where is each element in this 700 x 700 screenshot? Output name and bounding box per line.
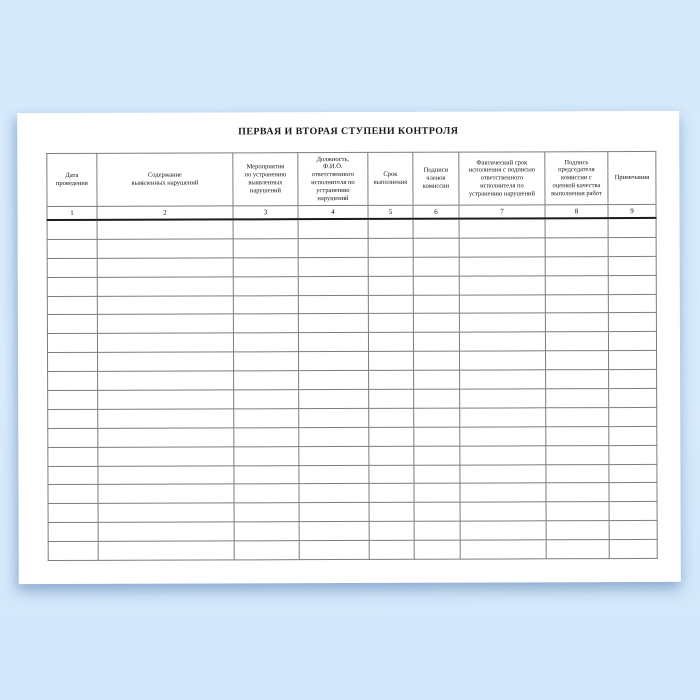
empty-cell — [97, 314, 233, 333]
empty-cell — [460, 389, 546, 408]
empty-cell — [609, 540, 657, 559]
empty-cell — [609, 464, 657, 483]
empty-cell — [413, 332, 459, 351]
table-body — [47, 218, 657, 561]
empty-cell — [545, 218, 608, 238]
empty-data-row — [47, 237, 656, 258]
empty-cell — [546, 521, 609, 540]
empty-cell — [97, 333, 233, 352]
empty-cell — [98, 484, 234, 503]
empty-data-row — [47, 313, 656, 334]
empty-cell — [414, 370, 460, 389]
empty-cell — [608, 332, 656, 351]
col-header-actual-deadline: Фактический срок исполнения с подписью ответственного исполнителя по устранению нарушений — [459, 152, 545, 205]
empty-cell — [608, 237, 656, 256]
empty-cell — [545, 332, 608, 351]
empty-cell — [414, 389, 460, 408]
col-header-elimination-measures: Мероприятия по устранению выявленных нарушений — [233, 153, 298, 206]
empty-cell — [413, 314, 459, 333]
empty-cell — [299, 541, 369, 560]
empty-cell — [413, 219, 459, 239]
col-header-notes: Примечания — [608, 151, 656, 204]
empty-cell — [369, 540, 414, 559]
empty-cell — [546, 370, 609, 389]
empty-cell — [299, 371, 369, 390]
empty-cell — [369, 352, 414, 371]
empty-cell — [98, 541, 234, 560]
empty-cell — [48, 485, 98, 504]
column-number: 5 — [368, 205, 413, 219]
empty-cell — [233, 314, 298, 333]
empty-cell — [368, 295, 413, 314]
empty-cell — [460, 540, 546, 559]
column-number: 1 — [47, 206, 97, 220]
empty-cell — [98, 503, 234, 522]
empty-cell — [234, 409, 299, 428]
column-number: 6 — [413, 205, 459, 219]
empty-cell — [414, 351, 460, 370]
table-header-row — [47, 151, 656, 206]
empty-cell — [459, 332, 545, 351]
empty-cell — [546, 464, 609, 483]
empty-cell — [299, 522, 369, 541]
column-number: 9 — [608, 204, 656, 218]
empty-cell — [98, 371, 234, 390]
empty-cell — [608, 313, 656, 332]
empty-cell — [546, 483, 609, 502]
empty-cell — [609, 502, 657, 521]
empty-cell — [299, 465, 369, 484]
empty-cell — [369, 370, 414, 389]
empty-cell — [298, 314, 368, 333]
empty-cell — [48, 466, 98, 485]
empty-data-row — [47, 256, 656, 277]
document-page — [17, 111, 681, 584]
empty-cell — [546, 408, 609, 427]
empty-cell — [460, 446, 546, 465]
empty-cell — [234, 371, 299, 390]
empty-cell — [413, 238, 459, 257]
empty-cell — [609, 370, 657, 389]
empty-cell — [459, 313, 545, 332]
empty-cell — [414, 427, 460, 446]
empty-cell — [97, 295, 233, 314]
empty-cell — [233, 257, 298, 276]
empty-cell — [608, 256, 656, 275]
empty-data-row — [48, 351, 657, 372]
column-number: 4 — [298, 205, 368, 219]
empty-cell — [545, 275, 608, 294]
empty-cell — [460, 351, 546, 370]
col-header-violations-content: Содержание выявленных нарушений — [97, 153, 233, 206]
empty-cell — [97, 258, 233, 277]
empty-cell — [460, 408, 546, 427]
empty-data-row — [47, 294, 656, 315]
empty-cell — [233, 219, 298, 239]
empty-cell — [369, 389, 414, 408]
empty-cell — [299, 408, 369, 427]
column-number: 2 — [97, 206, 233, 220]
empty-cell — [369, 427, 414, 446]
empty-cell — [234, 484, 299, 503]
empty-cell — [298, 257, 368, 276]
empty-cell — [413, 257, 459, 276]
empty-cell — [299, 446, 369, 465]
empty-cell — [48, 428, 98, 447]
empty-cell — [48, 372, 98, 391]
empty-cell — [460, 464, 546, 483]
control-table — [46, 151, 657, 561]
empty-data-row — [48, 464, 657, 485]
empty-cell — [545, 294, 608, 313]
empty-cell — [608, 275, 656, 294]
empty-cell — [48, 542, 98, 561]
column-number: 7 — [459, 205, 545, 219]
empty-cell — [609, 407, 657, 426]
empty-cell — [47, 258, 97, 277]
empty-data-row — [47, 218, 656, 240]
empty-cell — [48, 390, 98, 409]
empty-cell — [48, 523, 98, 542]
empty-cell — [460, 370, 546, 389]
empty-cell — [414, 540, 460, 559]
empty-cell — [47, 334, 97, 353]
empty-data-row — [47, 275, 656, 296]
column-number: 3 — [233, 206, 298, 220]
empty-cell — [368, 219, 413, 239]
empty-cell — [369, 484, 414, 503]
empty-data-row — [48, 540, 657, 561]
empty-data-row — [48, 502, 657, 523]
empty-cell — [97, 277, 233, 296]
empty-cell — [414, 484, 460, 503]
empty-cell — [234, 503, 299, 522]
empty-cell — [47, 220, 97, 240]
col-header-commission-signatures: Подписи членов комиссии — [413, 152, 459, 205]
empty-cell — [546, 502, 609, 521]
empty-data-row — [48, 521, 657, 542]
empty-cell — [48, 409, 98, 428]
empty-cell — [546, 426, 609, 445]
empty-cell — [609, 445, 657, 464]
empty-cell — [98, 390, 234, 409]
empty-cell — [298, 219, 368, 239]
empty-data-row — [48, 426, 657, 447]
empty-cell — [545, 256, 608, 275]
empty-cell — [234, 465, 299, 484]
empty-cell — [368, 257, 413, 276]
empty-cell — [98, 522, 234, 541]
empty-cell — [48, 353, 98, 372]
empty-cell — [47, 277, 97, 296]
empty-cell — [459, 294, 545, 313]
empty-cell — [298, 238, 368, 257]
empty-data-row — [48, 370, 657, 391]
page-title: ПЕРВАЯ И ВТОРАЯ СТУПЕНИ КОНТРОЛЯ — [238, 125, 459, 138]
empty-cell — [368, 238, 413, 257]
empty-cell — [234, 446, 299, 465]
empty-cell — [369, 446, 414, 465]
column-number: 8 — [545, 205, 608, 219]
empty-cell — [413, 276, 459, 295]
empty-cell — [299, 427, 369, 446]
empty-cell — [414, 446, 460, 465]
empty-cell — [47, 296, 97, 315]
empty-data-row — [48, 407, 657, 428]
empty-cell — [298, 333, 368, 352]
empty-cell — [609, 521, 657, 540]
empty-cell — [369, 408, 414, 427]
empty-cell — [48, 504, 98, 523]
empty-data-row — [48, 388, 657, 409]
empty-cell — [233, 276, 298, 295]
empty-cell — [369, 503, 414, 522]
empty-cell — [234, 427, 299, 446]
empty-cell — [460, 521, 546, 540]
empty-cell — [459, 275, 545, 294]
empty-cell — [368, 276, 413, 295]
empty-cell — [233, 333, 298, 352]
empty-data-row — [48, 445, 657, 466]
col-header-deadline: Срок выполнения — [368, 152, 413, 205]
empty-cell — [414, 502, 460, 521]
empty-cell — [299, 484, 369, 503]
empty-cell — [609, 483, 657, 502]
empty-cell — [546, 540, 609, 559]
empty-cell — [47, 239, 97, 258]
empty-cell — [298, 276, 368, 295]
empty-cell — [299, 503, 369, 522]
empty-cell — [97, 239, 233, 258]
empty-cell — [546, 445, 609, 464]
empty-cell — [608, 218, 656, 238]
empty-cell — [459, 257, 545, 276]
empty-cell — [545, 237, 608, 256]
empty-cell — [299, 389, 369, 408]
empty-cell — [98, 409, 234, 428]
empty-cell — [460, 483, 546, 502]
empty-data-row — [47, 332, 656, 353]
empty-cell — [369, 522, 414, 541]
empty-cell — [233, 295, 298, 314]
empty-cell — [368, 333, 413, 352]
empty-cell — [459, 238, 545, 257]
empty-cell — [98, 447, 234, 466]
empty-cell — [609, 388, 657, 407]
empty-cell — [459, 218, 545, 238]
empty-cell — [233, 239, 298, 258]
empty-data-row — [48, 483, 657, 504]
empty-cell — [47, 315, 97, 334]
empty-cell — [234, 541, 299, 560]
empty-cell — [414, 521, 460, 540]
empty-cell — [97, 219, 233, 239]
empty-cell — [460, 502, 546, 521]
col-header-date: Дата проведения — [47, 153, 97, 206]
empty-cell — [299, 352, 369, 371]
empty-cell — [369, 465, 414, 484]
empty-cell — [546, 351, 609, 370]
empty-cell — [546, 389, 609, 408]
empty-cell — [234, 522, 299, 541]
empty-cell — [234, 352, 299, 371]
empty-cell — [298, 295, 368, 314]
empty-cell — [98, 352, 234, 371]
empty-cell — [608, 294, 656, 313]
empty-cell — [98, 428, 234, 447]
empty-cell — [98, 465, 234, 484]
empty-cell — [609, 351, 657, 370]
empty-cell — [414, 465, 460, 484]
empty-cell — [234, 390, 299, 409]
empty-cell — [413, 295, 459, 314]
empty-cell — [609, 426, 657, 445]
empty-cell — [460, 427, 546, 446]
empty-cell — [414, 408, 460, 427]
col-header-responsible-executor: Должность, Ф.И.О. ответственного исполнителя по устранению нарушений — [298, 152, 368, 205]
empty-cell — [545, 313, 608, 332]
empty-cell — [368, 314, 413, 333]
col-header-chairman-signature: Подпись председателя комиссии с оценкой качества выполнения работ — [545, 152, 608, 205]
empty-cell — [48, 447, 98, 466]
